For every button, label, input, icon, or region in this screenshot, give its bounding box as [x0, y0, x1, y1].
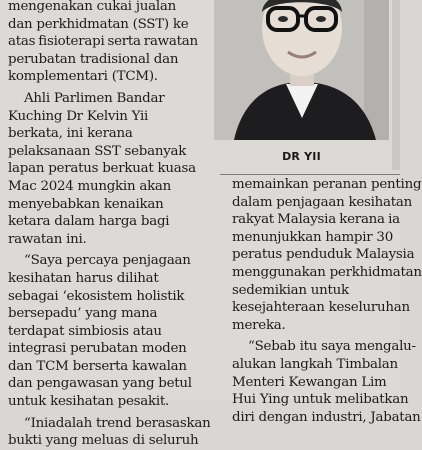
- text-line: “Sebab itu saya mengalu-: [248, 339, 416, 355]
- text-line: komplementari (TCM).: [8, 69, 158, 85]
- text-line: Kuching Dr Kelvin Yii: [8, 108, 149, 124]
- text-line: mereka.: [232, 317, 286, 333]
- text-line: Menteri Kewangan Lim: [232, 374, 387, 390]
- text-line: Ahli Parlimen Bandar: [24, 90, 165, 106]
- text-line: berkata, ini kerana: [8, 126, 133, 142]
- text-line: alukan langkah Timbalan: [232, 356, 398, 372]
- photo-caption: DR YII: [282, 150, 321, 163]
- portrait-photo: [214, 0, 389, 140]
- text-line: bersepadu’ yang mana: [8, 306, 158, 322]
- text-line: integrasi perubatan moden: [8, 341, 187, 357]
- text-line: atas fisioterapi serta rawatan: [8, 34, 198, 50]
- text-line: terdapat simbiosis atau: [8, 323, 162, 339]
- text-line: mengenakan cukai jualan: [8, 0, 176, 14]
- text-line: “Iniadalah trend berasaskan: [24, 415, 211, 431]
- text-line: pelaksanaan SST sebanyak: [8, 143, 187, 159]
- text-line: memainkan peranan penting: [232, 177, 422, 192]
- text-line: menyebabkan kenaikan: [8, 196, 164, 212]
- text-line: menggunakan perkhidmatan: [232, 264, 422, 280]
- text-line: diri dengan industri, Jabatan: [232, 409, 421, 425]
- text-line: “Saya percaya penjagaan: [24, 253, 191, 269]
- text-line: rakyat Malaysia kerana ia: [232, 212, 400, 228]
- text-line: ketara dalam harga bagi: [8, 214, 170, 230]
- text-line: peratus penduduk Malaysia: [232, 247, 415, 263]
- text-line: lapan peratus berkuat kuasa: [8, 161, 196, 177]
- article-column-left: [8, 0, 211, 450]
- article-column-right: [232, 176, 422, 426]
- text-line: kesihatan harus dilihat: [8, 270, 159, 286]
- text-line: dan TCM berserta kawalan: [8, 358, 187, 374]
- text-line: sedemikian untuk: [232, 282, 349, 298]
- text-line: Mac 2024 mungkin akan: [8, 178, 172, 194]
- page-edge: [392, 0, 400, 170]
- text-line: bukti yang meluas di seluruh: [8, 433, 199, 449]
- text-line: perubatan tradisional dan: [8, 51, 179, 67]
- text-line: dan perkhidmatan (SST) ke: [8, 16, 189, 32]
- portrait-illustration: [214, 0, 389, 140]
- text-line: kesejahteraan keseluruhan: [232, 300, 410, 316]
- text-line: untuk kesihatan pesakit.: [8, 394, 170, 410]
- text-line: sebagai ‘ekosistem holistik: [8, 288, 185, 304]
- text-line: Hui Ying untuk melibatkan: [232, 392, 409, 408]
- text-line: dan pengawasan yang betul: [8, 376, 192, 392]
- column-divider: [220, 174, 400, 175]
- text-line: dalam penjagaan kesihatan: [232, 194, 412, 210]
- text-line: menunjukkan hampir 30: [232, 229, 393, 245]
- text-line: rawatan ini.: [8, 231, 87, 247]
